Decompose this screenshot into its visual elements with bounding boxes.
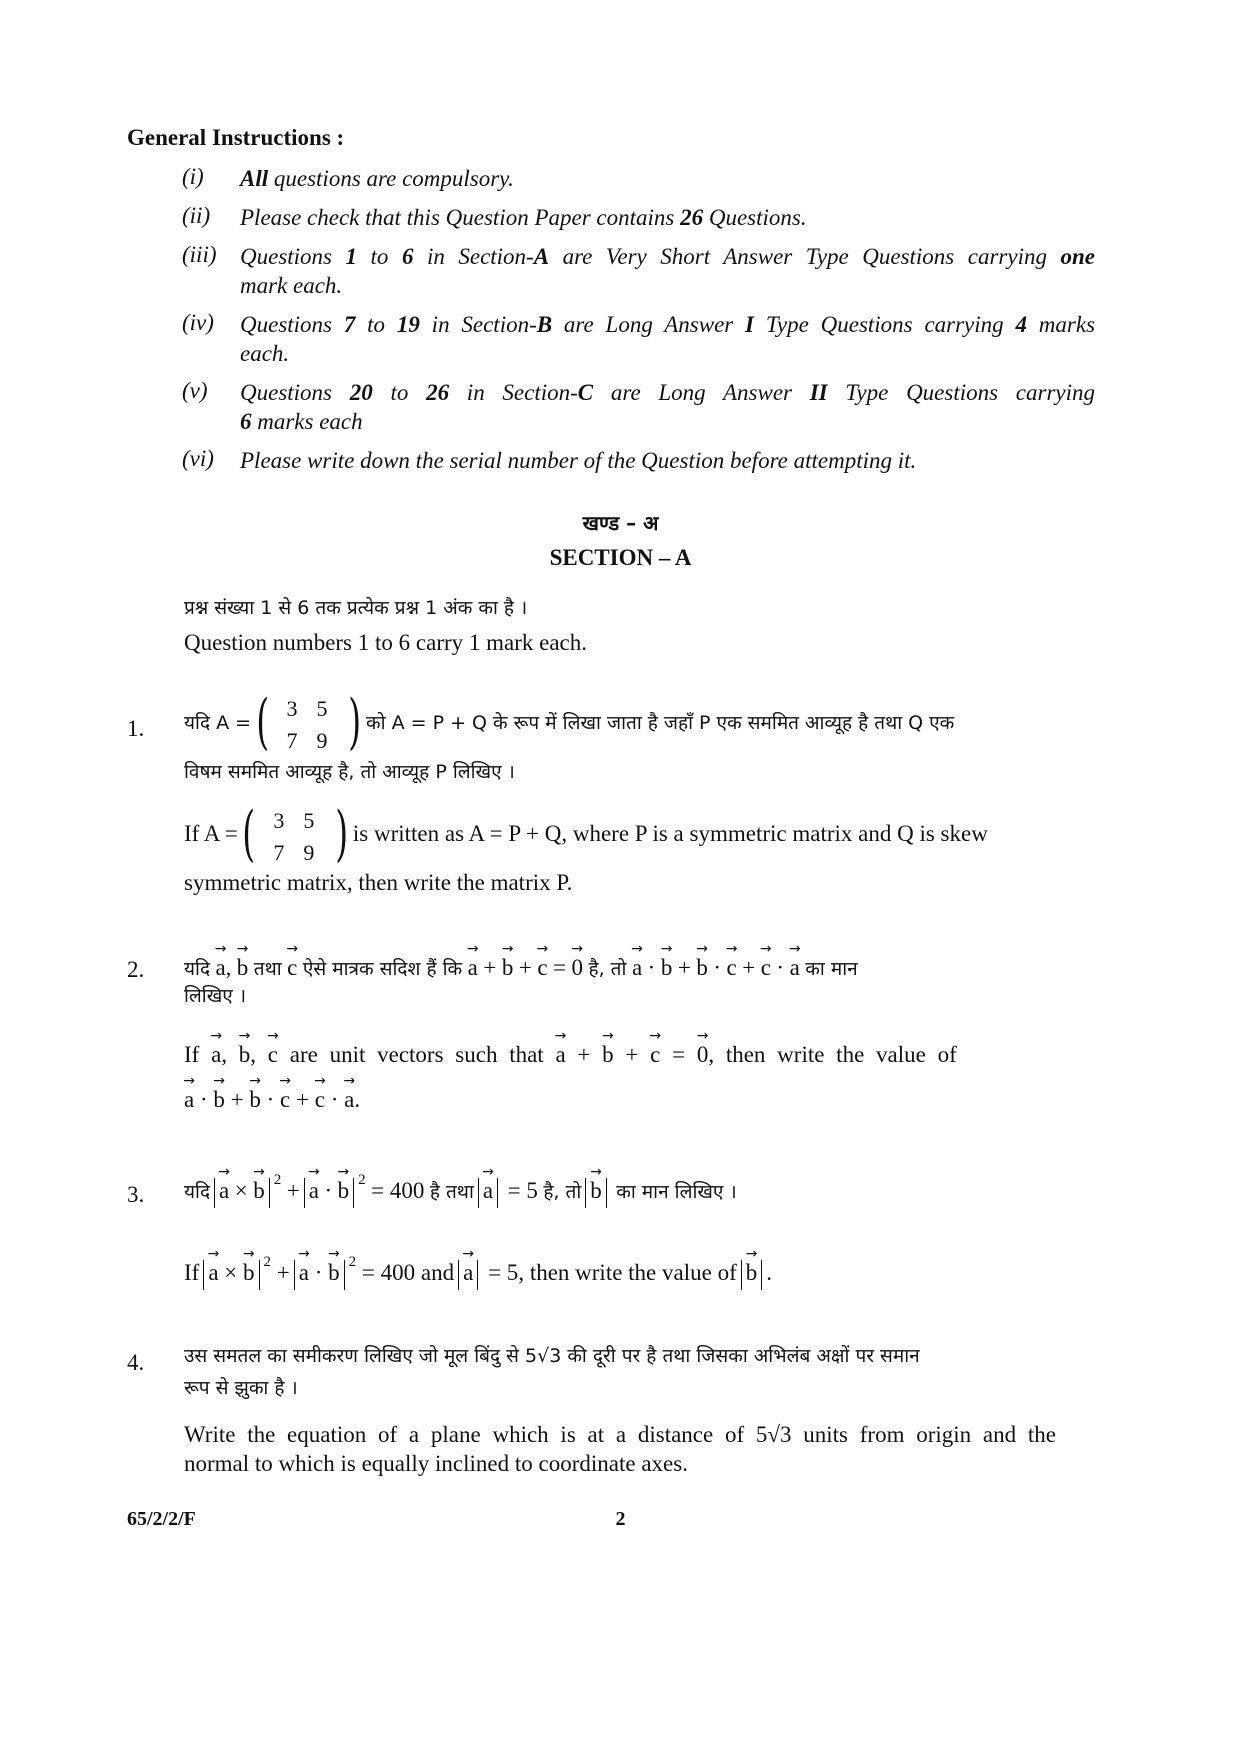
section-note-english: Question numbers 1 to 6 carry 1 mark each.: [184, 630, 588, 655]
instruction-number: (v): [182, 378, 208, 403]
q1-hindi-suffix: को A = P + Q के रूप में लिखा जाता है जहाँ P एक सममित आव्यूह है तथा Q एक: [366, 712, 955, 735]
question-1-english-line2: symmetric matrix, then write the matrix P.: [184, 870, 573, 895]
q1-hindi-prefix: यदि A =: [184, 712, 252, 735]
question-4-hindi-line2: रूप से झुका है ।: [184, 1377, 298, 1399]
question-number: 3.: [127, 1182, 145, 1207]
q3-hindi-400: = 400: [371, 1178, 425, 1203]
question-3-english: If→ a × → b $^2$ +→ a · → b $^2$ = 400 and→ a = 5, then write the value of→ b .: [184, 1254, 772, 1290]
q3-english-5: = 5: [488, 1260, 519, 1285]
question-1-hindi: [184, 687, 955, 757]
q1-english-prefix: If A =: [184, 821, 238, 847]
instruction-number: (vi): [182, 446, 214, 471]
question-2-hindi-line2: लिखिए ।: [184, 985, 247, 1007]
matrix-a: ( ) 3 5 7 9: [255, 687, 362, 757]
matrix-cell: 9: [303, 840, 315, 865]
instruction-text: All questions are compulsory.: [240, 166, 514, 191]
question-4-english-line2: normal to which is equally inclined to coordinate axes.: [184, 1451, 688, 1476]
matrix-a: ( ) 3 5 7 9: [242, 799, 349, 869]
question-1-english: [184, 799, 988, 869]
instructions-title: General Instructions :: [127, 125, 345, 150]
instruction-number: (i): [182, 164, 204, 189]
section-note-hindi: प्रश्न संख्या 1 से 6 तक प्रत्येक प्रश्न 1 अंक का है ।: [184, 597, 528, 619]
section-heading-hindi: खण्ड – अ: [582, 511, 659, 535]
instruction-text: Questions 20 to 26 in Section-C are Long Answer II Type Questions carrying: [240, 380, 1096, 405]
section-heading-english: SECTION – A: [549, 545, 692, 570]
matrix-cell: 9: [316, 728, 328, 753]
q2-english-then: , then write the value of: [708, 1042, 957, 1067]
instruction-text: Please check that this Question Paper contains 26 Questions.: [240, 205, 807, 230]
instruction-text-continued: 6 marks each: [240, 409, 363, 434]
question-2-hindi: यदि → a, → b तथा → c ऐसे मात्रक सदिश हैं कि → a + → b + → c = → 0 है, तो → a · → b + → b · → c + → c · → a का मान: [184, 955, 858, 981]
instruction-text: Please write down the serial number of the Question before attempting it.: [240, 448, 917, 473]
question-number: 4.: [127, 1350, 145, 1375]
paper-code: 65/2/2/F: [127, 1508, 196, 1530]
question-2-english-line2: → a · → b + → b · → c + → c · → a.: [184, 1087, 360, 1113]
matrix-cell: 3: [273, 808, 285, 833]
question-1-hindi-line2: विषम सममित आव्यूह है, तो आव्यूह P लिखिए ।: [184, 761, 515, 783]
q1-english-suffix: is written as A = P + Q, where P is a symmetric matrix and Q is skew: [352, 821, 988, 847]
instruction-text: Questions 1 to 6 in Section-A are Very Short Answer Type Questions carrying one: [240, 244, 1095, 269]
question-4-english: Write the equation of a plane which is at a distance of 5√3 units from origin and the: [184, 1422, 1056, 1447]
matrix-cell: 7: [286, 728, 298, 753]
instruction-number: (iv): [182, 310, 214, 335]
instruction-text-continued: each.: [240, 341, 290, 366]
instruction-text: Questions 7 to 19 in Section-B are Long Answer I Type Questions carrying 4 marks: [240, 312, 1096, 337]
question-2-english: If → a, → b, → c are unit vectors such that → a + → b + → c = → 0, then write the value of: [184, 1042, 957, 1068]
question-number: 1.: [127, 716, 145, 741]
q2-english-text: are unit vectors such that: [289, 1042, 544, 1067]
q3-hindi-5: = 5: [507, 1178, 538, 1203]
matrix-cell: 7: [273, 840, 285, 865]
question-4-hindi: उस समतल का समीकरण लिखिए जो मूल बिंदु से 5√3 की दूरी पर है तथा जिसका अभिलंब अक्षों पर समान: [184, 1345, 920, 1367]
question-number: 2.: [127, 957, 145, 982]
question-3-hindi: यदि→ a × → b $^2$ +→ a · → b $^2$ = 400 है तथा→ a = 5 है, तो→ b का मान लिखिए ।: [184, 1172, 737, 1208]
instruction-number: (iii): [182, 242, 217, 267]
q3-english-400: = 400: [361, 1260, 416, 1285]
instruction-number: (ii): [182, 203, 211, 228]
matrix-cell: 5: [316, 696, 328, 721]
instruction-text-continued: mark each.: [240, 273, 343, 298]
page-number: 2: [615, 1508, 626, 1530]
matrix-cell: 5: [303, 808, 315, 833]
matrix-cell: 3: [286, 696, 298, 721]
